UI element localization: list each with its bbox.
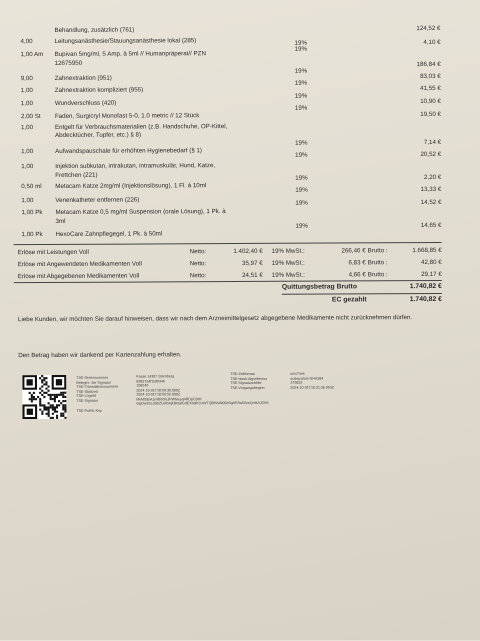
tse-value: 83827a4f1189346 [136,378,166,384]
line-item [0,84,479,95]
summary-label: Erlöse mit Angewendeten Medikamenten Voll [17,260,142,269]
ec-label: EC gezahlt [331,296,367,304]
item-desc: 3ml [55,217,66,225]
item-desc: Bupivan 5mg/ml, 5 Amp. à 5ml // Humanpräperat// PZN [54,50,206,58]
line-item [0,161,479,171]
item-qty: 1,00 [21,163,34,171]
item-tax: 19% [295,174,308,182]
item-amount: 2,20 € [424,173,442,182]
item-tax: 19% [294,104,308,112]
tse-value: 6sjDw3SLdSbZLBfoAjFBNafGdEXbsfKcUWTQBHAIN0Dh5ghR9a5ZeeQmkAJOh5 [136,400,269,406]
divider [282,293,442,295]
item-qty: 0,50 ml [21,183,42,191]
item-qty: 4,00 [20,38,33,46]
netto-label: Netto: [189,272,207,280]
tse-value: 2024-10-01T18:31:36.953Z [290,385,335,390]
item-qty: 1,00 Am [20,51,44,59]
line-item [0,207,479,217]
item-desc: Behandlung, zusätzlich (761) [54,26,135,34]
item-qty: 1,00 [20,100,33,108]
mwst-value: 6,83 € [348,259,366,267]
item-desc: Zahnextraktion (951) [54,74,112,82]
item-amount: 41,55 € [420,84,441,93]
mwst-value: 4,66 € [348,271,366,279]
tse-value: Kasse 14307 Starnberg [136,374,175,379]
tse-value: 379825 [290,380,303,385]
tse-value: MiAtlSEiA1mlBbcfeJPWMuyq4RDpCBtH [136,396,202,402]
quittung-label: Quittungsbetrag Brutto [281,283,357,291]
summary-label: Erlöse mit Leistungen Voll [17,248,89,257]
summary-row [0,270,480,281]
summary-label: Erlöse mit Abgegebenen Medikamenten Voll [17,272,140,281]
quittung-value: 1.740,82 € [409,282,442,291]
item-desc: Zahnextraktion kompliziert (955) [54,86,144,94]
return-notice: Liebe Kunden, wir möchten Sie darauf hinweisen, dass wir nach dem Arzneimittelgesetz abgegebene Medikamente nicht zurücknehmen dürfen. [17,314,413,324]
summary-row [0,246,480,257]
line-items [0,0,478,239]
netto-label: Netto: [189,260,207,268]
brutto-label: Brutto : [367,271,388,279]
tse-label: TSE-Zeitformat [230,371,255,377]
item-tax: 19% [294,45,307,53]
item-tax: 19% [295,222,308,230]
item-tax: 19% [295,186,308,194]
line-item [0,110,479,121]
summary-row [0,258,480,269]
tse-label: TSE-Hash-Algorithmus [230,376,268,381]
tse-values-2 [290,372,334,390]
mwst-label: 19% MwSt.: [271,259,305,267]
item-desc: Wundverschluss (420) [54,99,117,107]
item-qty: 9,00 [20,75,33,83]
mwst-label: 19% MwSt.: [271,247,305,255]
item-amount: 186,84 € [416,60,441,69]
item-desc: Faden, Surgicryl Monofast 5-0, 1.0 metric // 12 Stück [54,112,200,120]
item-desc: Injektion subkutan, intrakutan, intramuskulär, Hund, Katze, [55,162,216,170]
item-tax: 19% [294,39,307,47]
item-tax: 19% [294,67,308,75]
netto-label: Netto: [189,248,207,256]
tse-label: TSE-Startzeit [76,389,98,394]
payment-notice: Den Betrag haben wir dankend per Kartenzahlung erhalten. [18,351,182,360]
item-desc: 12675950 [54,59,83,67]
tse-label: TSE-Seriennummer [76,375,109,380]
tse-label: TSE-Public-Key [76,408,102,413]
item-amount: 14,65 € [420,221,442,230]
tse-label: Beleginr. der Signatur [76,380,111,385]
item-qty: 2,00 St [20,113,41,121]
brutto-label: Brutto : [367,259,388,267]
item-amount: 124,52 € [416,24,441,33]
tse-labels [76,376,118,414]
netto-value: 24,51 € [242,271,263,279]
ec-value: 1.740,82 € [409,295,442,304]
item-desc: Metacam Katze 0,5 mg/ml Suspension (orale Lösung), 1 Pk. à [55,208,226,216]
tse-labels-2 [230,372,267,390]
item-desc: Frettchen (221) [55,171,98,179]
item-qty: 1,00 [21,148,34,156]
item-qty: 1,00 [21,197,34,205]
item-desc: HexoCare Zahnpflegegel, 1 Pk. à 50ml [55,230,163,238]
line-item [0,24,478,34]
item-amount: 20,52 € [420,150,442,159]
mwst-value: 266,46 € [341,247,366,255]
tse-value: 2024-10-01T18:50:56.000Z [136,392,181,397]
item-desc: Abdecktücher, Tupfer, etc.) § 8) [55,131,142,139]
item-qty: 1,00 Pk [21,209,43,217]
item-amount: 13,33 € [420,185,442,194]
item-tax: 19% [294,79,308,87]
tse-label: TSE-Signatur [76,398,99,403]
divider [14,242,442,245]
item-tax: 19% [295,139,308,147]
item-desc: Aufwandspauschale für erhöhten Hygienebedarf (§ 1) [55,147,203,155]
tse-label: TSE-Logzeit [76,393,97,398]
netto-value: 1.402,40 € [233,247,263,256]
item-tax: 19% [295,151,308,159]
tse-label: TSE-Vorgangsbeginn [230,385,265,390]
item-amount: 10,90 € [420,97,441,106]
item-desc: Entgelt für Verbrauchsmaterialien (z.B. Handschuhe, OP-Kittel, [54,123,228,131]
tse-value: ecdsa-plain-SHA384 [290,376,324,381]
brutto-value: 42,80 € [421,258,442,267]
line-item [0,122,479,132]
tse-value: unixTime [290,371,305,376]
item-desc: Leitungsanästhesie/Stauungsanästhesie lokal (285) [54,37,197,45]
item-tax: 19% [294,92,308,100]
item-amount: 7,14 € [423,138,442,147]
brutto-value: 1.668,85 € [412,246,442,255]
divider [14,280,442,283]
item-amount: 14,52 € [420,198,442,207]
item-qty: 1,00 [20,124,34,132]
mwst-label: 19% MwSt.: [271,271,305,279]
item-desc: Metacam Katze 2mg/ml (Injektionslösung), 1 Fl. à 10ml [55,182,207,190]
item-amount: 83,03 € [420,72,441,81]
tse-value: 108249 [136,383,149,388]
qr-code-icon [22,375,66,419]
item-qty: 1,00 Pk [21,231,43,239]
netto-value: 35,97 € [242,259,263,267]
item-qty: 1,00 [20,87,33,95]
brutto-value: 29,17 € [421,270,442,279]
item-amount: 19,50 € [420,110,441,119]
tse-value: 2024-10-01T18:50:30.000Z [136,387,181,393]
tse-label: TSE-Signaturzähler [230,380,262,386]
item-tax: 19% [295,199,308,207]
brutto-label: Brutto : [367,247,388,255]
item-desc: Venenkatheter entfernen (226) [55,196,140,204]
line-item [0,229,480,239]
tse-label: TSE-Transaktionsnummer [76,384,119,389]
item-amount: 4,10 € [423,38,441,47]
